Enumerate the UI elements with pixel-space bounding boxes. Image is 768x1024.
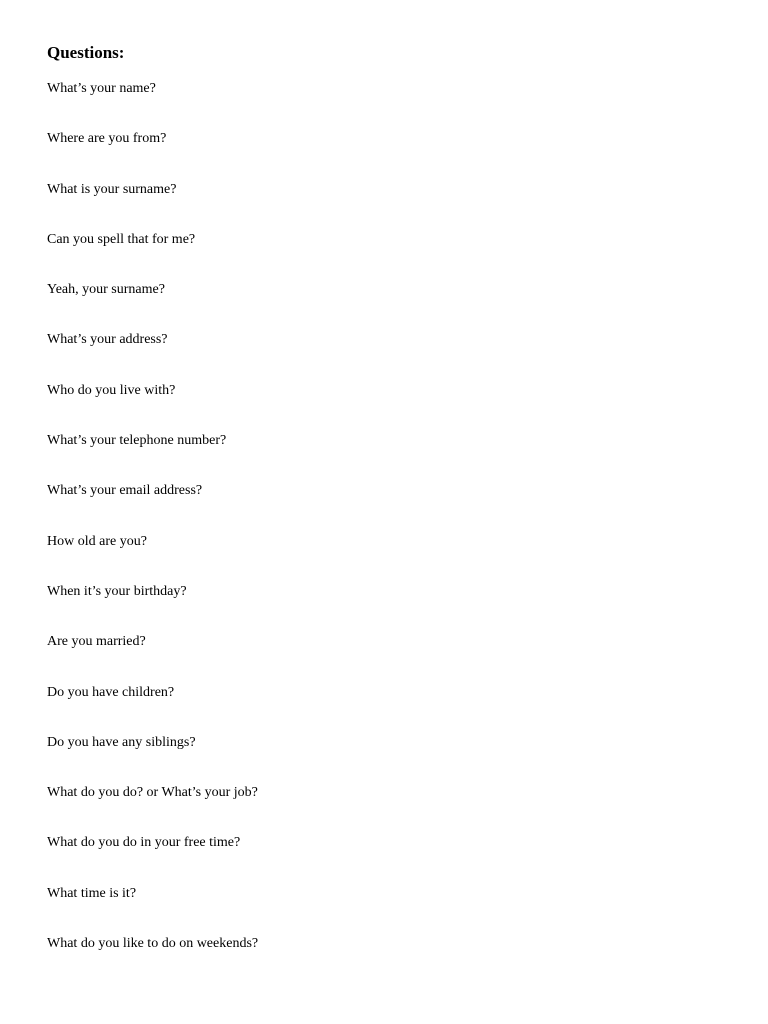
question-item: What do you do in your free time? [47,835,241,851]
question-item: What’s your address? [47,332,168,348]
question-item: What’s your telephone number? [47,433,227,449]
question-item: What is your surname? [47,181,177,197]
question-list [47,79,258,984]
question-item: Yeah, your surname? [47,282,165,298]
question-item: What do you like to do on weekends? [47,936,259,952]
question-item: How old are you? [47,533,147,549]
question-item: What time is it? [47,885,137,901]
question-item: Can you spell that for me? [47,231,196,247]
question-item: Where are you from? [47,131,167,147]
question-item: What’s your name? [47,81,156,96]
page-title: Questions: [47,43,125,62]
question-item: When it’s your birthday? [47,583,187,599]
question-item: Do you have any siblings? [47,734,196,750]
question-item: Do you have children? [47,684,175,700]
question-item: Who do you live with? [47,382,176,398]
question-item: What’s your email address? [47,483,203,499]
question-item: Are you married? [47,634,146,650]
question-item: What do you do? or What’s your job? [47,785,258,801]
